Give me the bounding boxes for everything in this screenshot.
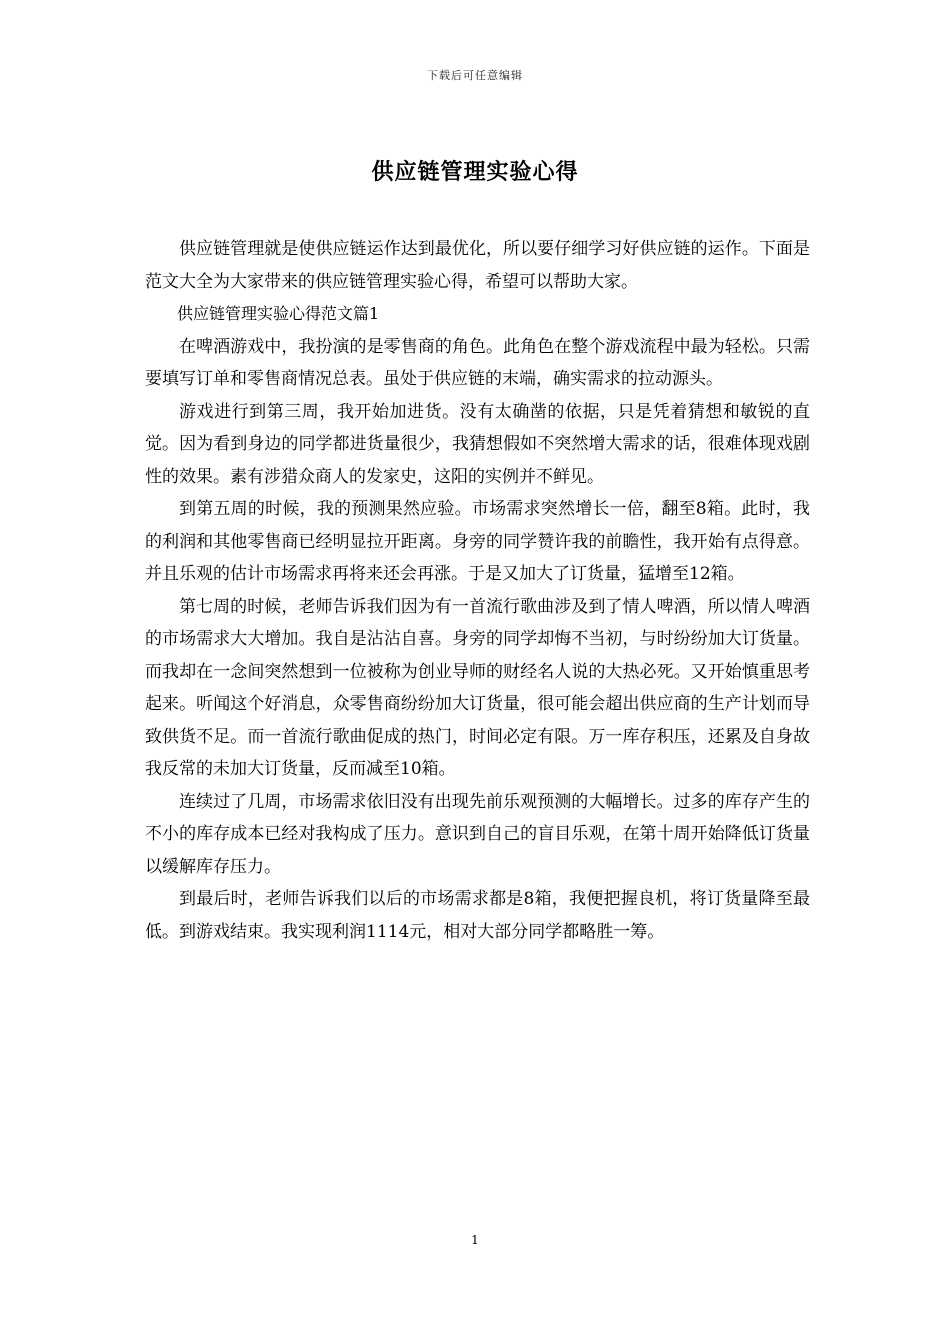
- section-heading: 供应链管理实验心得范文篇1: [177, 304, 380, 323]
- document-body: [145, 233, 810, 948]
- body-paragraph: 到最后时，老师告诉我们以后的市场需求都是8箱，我便把握良机，将订货量降至最低。到游戏结束。我实现利润1114元，相对大部分同学都略胜一筹。: [145, 889, 810, 942]
- page-number: 1: [471, 1233, 479, 1247]
- body-paragraph: 连续过了几周，市场需求依旧没有出现先前乐观预测的大幅增长。过多的库存产生的不小的库存成本已经对我构成了压力。意识到自己的盲目乐观，在第十周开始降低订货量以缓解库存压力。: [145, 791, 810, 877]
- document-title: 供应链管理实验心得: [371, 159, 579, 185]
- body-paragraph: 在啤酒游戏中，我扮演的是零售商的角色。此角色在整个游戏流程中最为轻松。只需要填写订单和零售商情况总表。虽处于供应链的末端，确实需求的拉动源头。: [145, 336, 810, 389]
- body-paragraph: 到第五周的时候，我的预测果然应验。市场需求突然增长一倍，翻至8箱。此时，我的利润和其他零售商已经明显拉开距离。身旁的同学赞许我的前瞻性，我开始有点得意。并且乐观的估计市场需求再将来还会再涨。于是又加大了订货量，猛增至12箱。: [145, 499, 810, 584]
- body-paragraph: 第七周的时候，老师告诉我们因为有一首流行歌曲涉及到了情人啤酒，所以情人啤酒的市场需求大大增加。我自是沾沾自喜。身旁的同学却悔不当初，与时纷纷加大订货量。而我却在一念间突然想到一位被称为创业导师的财经名人说的大热必死。又开始慎重思考起来。听闻这个好消息，众零售商纷纷加大订货量，很可能会超出供应商的生产计划而导致供货不足。而一首流行歌曲促成的热门，时间必定有限。万一库存积压，还累及自身故我反常的未加大订货量，反而减至10箱。: [145, 596, 810, 779]
- body-paragraph-intro: 供应链管理就是使供应链运作达到最优化，所以要仔细学习好供应链的运作。下面是范文大全为大家带来的供应链管理实验心得，希望可以帮助大家。: [145, 239, 810, 292]
- page-header-note: 下载后可任意编辑: [427, 69, 523, 82]
- body-paragraph: 游戏进行到第三周，我开始加进货。没有太确凿的依据，只是凭着猜想和敏锐的直觉。因为看到身边的同学都进货量很少，我猜想假如不突然增大需求的话，很难体现戏剧性的效果。素有涉猎众商人的发家史，这阳的实例并不鲜见。: [145, 401, 810, 487]
